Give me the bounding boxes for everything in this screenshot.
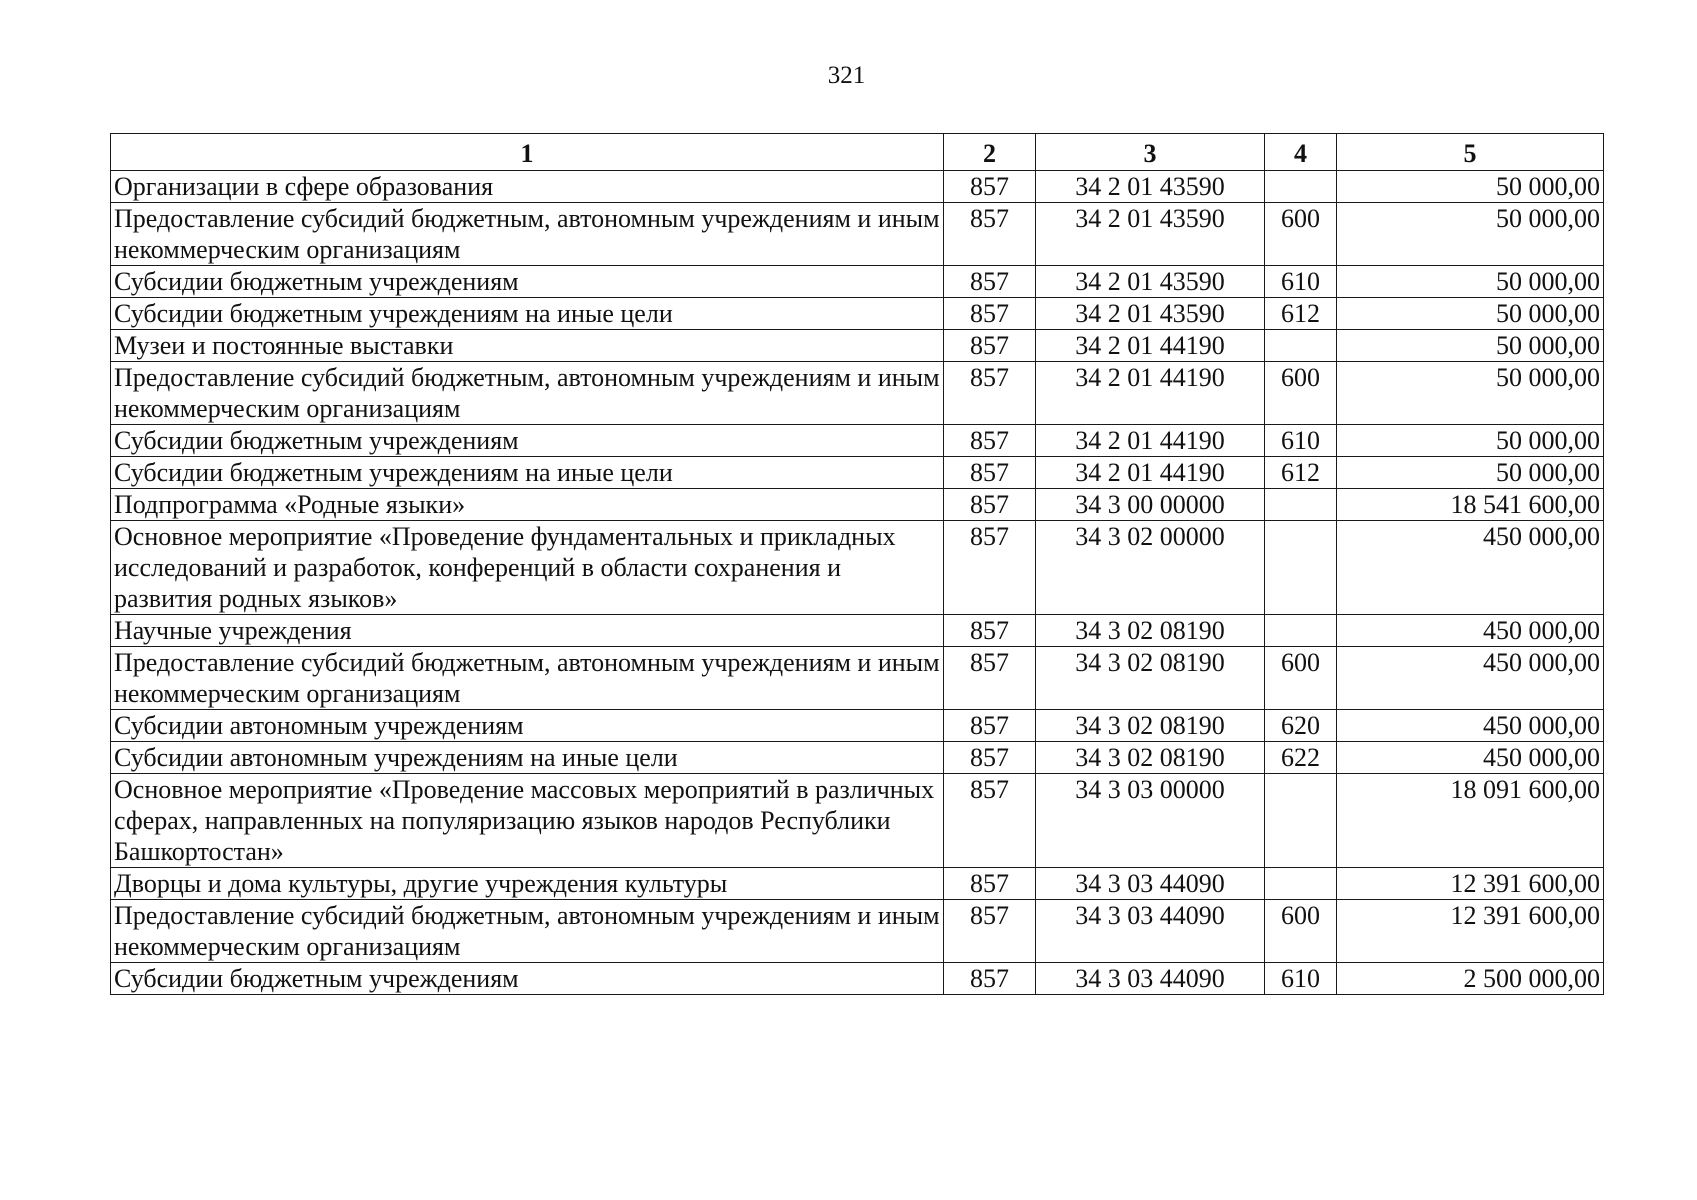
row-name: Предоставление субсидий бюджетным, автономным учреждениям и иным некоммерческим организациям	[111, 362, 944, 425]
row-code: 34 3 03 44090	[1036, 900, 1265, 963]
row-name: Основное мероприятие «Проведение фундаментальных и прикладных исследований и разработок, конференций в области сохранения и развития родных языков»	[111, 521, 944, 615]
row-amount: 450 000,00	[1337, 742, 1604, 774]
budget-table	[110, 133, 1604, 995]
row-amount: 50 000,00	[1337, 298, 1604, 330]
row-code: 34 2 01 43590	[1036, 298, 1265, 330]
row-chapter: 857	[944, 457, 1036, 489]
table-row	[111, 774, 1604, 868]
table-row	[111, 489, 1604, 521]
row-code: 34 2 01 44190	[1036, 457, 1265, 489]
row-name: Подпрограмма «Родные языки»	[111, 489, 944, 521]
table-row	[111, 330, 1604, 362]
row-name: Музеи и постоянные выставки	[111, 330, 944, 362]
row-chapter: 857	[944, 774, 1036, 868]
row-amount: 12 391 600,00	[1337, 900, 1604, 963]
row-expense-kind: 622	[1265, 742, 1337, 774]
row-expense-kind: 610	[1265, 425, 1337, 457]
table-row	[111, 298, 1604, 330]
row-code: 34 2 01 44190	[1036, 330, 1265, 362]
row-amount: 50 000,00	[1337, 362, 1604, 425]
table-row	[111, 266, 1604, 298]
table-row	[111, 647, 1604, 710]
row-code: 34 3 03 44090	[1036, 868, 1265, 900]
row-amount: 50 000,00	[1337, 457, 1604, 489]
row-chapter: 857	[944, 742, 1036, 774]
table-row	[111, 963, 1604, 995]
row-name: Субсидии бюджетным учреждениям	[111, 266, 944, 298]
row-amount: 50 000,00	[1337, 171, 1604, 203]
row-chapter: 857	[944, 330, 1036, 362]
budget-table-container	[110, 133, 1603, 995]
row-amount: 50 000,00	[1337, 266, 1604, 298]
row-chapter: 857	[944, 362, 1036, 425]
header-col-2: 2	[944, 134, 1036, 171]
table-row	[111, 457, 1604, 489]
row-expense-kind: 600	[1265, 900, 1337, 963]
table-row	[111, 171, 1604, 203]
row-amount: 450 000,00	[1337, 615, 1604, 647]
row-chapter: 857	[944, 425, 1036, 457]
row-chapter: 857	[944, 298, 1036, 330]
row-chapter: 857	[944, 647, 1036, 710]
row-expense-kind	[1265, 489, 1337, 521]
row-expense-kind: 610	[1265, 266, 1337, 298]
row-chapter: 857	[944, 171, 1036, 203]
row-amount: 450 000,00	[1337, 521, 1604, 615]
row-expense-kind	[1265, 774, 1337, 868]
table-row	[111, 868, 1604, 900]
row-code: 34 3 02 08190	[1036, 710, 1265, 742]
row-name: Субсидии автономным учреждениям на иные цели	[111, 742, 944, 774]
row-code: 34 3 02 00000	[1036, 521, 1265, 615]
row-name: Организации в сфере образования	[111, 171, 944, 203]
header-col-5: 5	[1337, 134, 1604, 171]
row-expense-kind: 600	[1265, 203, 1337, 266]
page-number: 321	[827, 62, 866, 89]
row-chapter: 857	[944, 868, 1036, 900]
header-col-3: 3	[1036, 134, 1265, 171]
header-col-4: 4	[1265, 134, 1337, 171]
row-name: Субсидии бюджетным учреждениям	[111, 425, 944, 457]
table-row	[111, 425, 1604, 457]
row-amount: 18 091 600,00	[1337, 774, 1604, 868]
table-row	[111, 203, 1604, 266]
row-expense-kind: 612	[1265, 298, 1337, 330]
row-code: 34 3 02 08190	[1036, 647, 1265, 710]
row-name: Субсидии бюджетным учреждениям	[111, 963, 944, 995]
row-expense-kind	[1265, 171, 1337, 203]
row-chapter: 857	[944, 710, 1036, 742]
row-amount: 450 000,00	[1337, 647, 1604, 710]
row-name: Субсидии бюджетным учреждениям на иные цели	[111, 457, 944, 489]
row-expense-kind: 620	[1265, 710, 1337, 742]
row-chapter: 857	[944, 521, 1036, 615]
row-code: 34 3 02 08190	[1036, 742, 1265, 774]
row-amount: 12 391 600,00	[1337, 868, 1604, 900]
row-chapter: 857	[944, 203, 1036, 266]
table-row	[111, 742, 1604, 774]
row-amount: 450 000,00	[1337, 710, 1604, 742]
row-code: 34 2 01 43590	[1036, 203, 1265, 266]
row-name: Дворцы и дома культуры, другие учреждения культуры	[111, 868, 944, 900]
row-expense-kind: 610	[1265, 963, 1337, 995]
row-code: 34 3 00 00000	[1036, 489, 1265, 521]
row-chapter: 857	[944, 900, 1036, 963]
row-code: 34 2 01 44190	[1036, 425, 1265, 457]
row-chapter: 857	[944, 266, 1036, 298]
table-row	[111, 521, 1604, 615]
row-code: 34 2 01 43590	[1036, 171, 1265, 203]
row-amount: 50 000,00	[1337, 330, 1604, 362]
row-amount: 50 000,00	[1337, 203, 1604, 266]
row-amount: 18 541 600,00	[1337, 489, 1604, 521]
table-body	[111, 171, 1604, 995]
row-name: Предоставление субсидий бюджетным, автономным учреждениям и иным некоммерческим организациям	[111, 900, 944, 963]
row-name: Основное мероприятие «Проведение массовых мероприятий в различных сферах, направленных на популяризацию языков народов Республики Башкортостан»	[111, 774, 944, 868]
row-chapter: 857	[944, 963, 1036, 995]
table-row	[111, 615, 1604, 647]
row-expense-kind: 612	[1265, 457, 1337, 489]
row-name: Субсидии автономным учреждениям	[111, 710, 944, 742]
table-row	[111, 900, 1604, 963]
row-expense-kind	[1265, 330, 1337, 362]
row-code: 34 2 01 44190	[1036, 362, 1265, 425]
table-row	[111, 362, 1604, 425]
table-row	[111, 710, 1604, 742]
row-chapter: 857	[944, 615, 1036, 647]
row-code: 34 3 03 44090	[1036, 963, 1265, 995]
row-chapter: 857	[944, 489, 1036, 521]
row-expense-kind	[1265, 521, 1337, 615]
row-code: 34 3 02 08190	[1036, 615, 1265, 647]
row-name: Научные учреждения	[111, 615, 944, 647]
row-amount: 50 000,00	[1337, 425, 1604, 457]
row-code: 34 2 01 43590	[1036, 266, 1265, 298]
row-name: Предоставление субсидий бюджетным, автономным учреждениям и иным некоммерческим организациям	[111, 203, 944, 266]
row-expense-kind	[1265, 615, 1337, 647]
row-code: 34 3 03 00000	[1036, 774, 1265, 868]
row-amount: 2 500 000,00	[1337, 963, 1604, 995]
row-name: Субсидии бюджетным учреждениям на иные цели	[111, 298, 944, 330]
row-expense-kind: 600	[1265, 647, 1337, 710]
header-col-1: 1	[111, 134, 944, 171]
header-row	[111, 134, 1604, 171]
row-expense-kind: 600	[1265, 362, 1337, 425]
row-expense-kind	[1265, 868, 1337, 900]
row-name: Предоставление субсидий бюджетным, автономным учреждениям и иным некоммерческим организациям	[111, 647, 944, 710]
